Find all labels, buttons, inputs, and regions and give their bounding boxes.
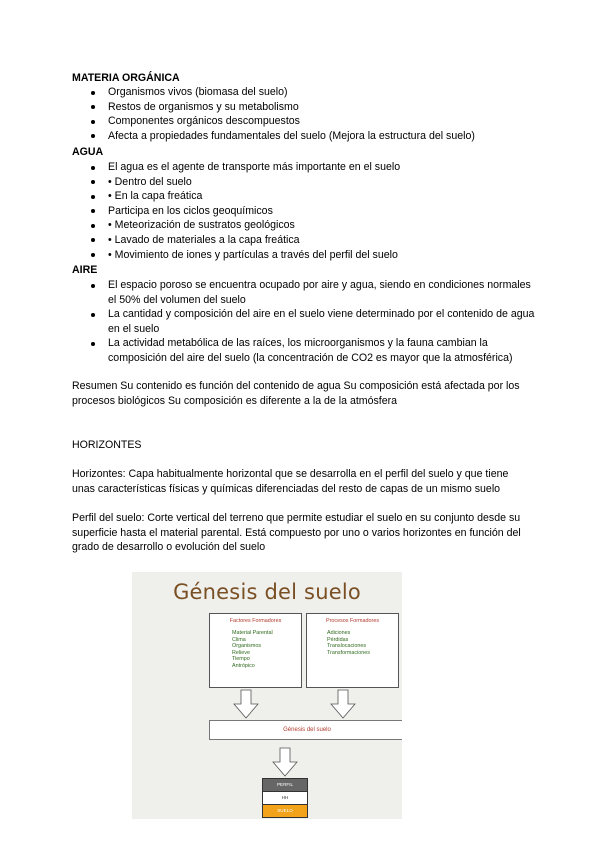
- list-item: Adiciones: [327, 630, 351, 636]
- list-item: • Meteorización de sustratos geológicos: [72, 218, 542, 233]
- list-item: • Dentro del suelo: [72, 175, 542, 190]
- horizontes-definition: Horizontes: Capa habitualmente horizontal que se desarrolla en el perfil del suelo y que tiene unas características físicas y químicas diferenciadas del resto de capas de un mismo suelo: [72, 468, 509, 495]
- procesos-title: Procesos Formadores: [325, 618, 380, 624]
- list-item: La actividad metabólica de las raíces, los microorganismos y la fauna cambian la composición del aire del suelo (la concentración de CO2 es mayor que la atmosférica): [72, 336, 542, 365]
- aire-heading: AIRE: [72, 264, 98, 276]
- genesis-slide-image: [132, 572, 402, 819]
- resumen-paragraph: Resumen Su contenido es función del contenido de agua Su composición está afectada por los procesos biológicos Su composición es diferente a la de la atmósfera: [72, 380, 520, 407]
- layer-horizon: HH: [262, 792, 308, 804]
- list-item: Participa en los ciclos geoquímicos: [72, 204, 542, 219]
- materia-heading: MATERIA ORGÁNICA: [72, 72, 180, 84]
- list-item: • Movimiento de iones y partículas a través del perfil del suelo: [72, 248, 542, 263]
- list-item: Relieve: [232, 649, 250, 656]
- perfil-definition: Perfil del suelo: Corte vertical del terreno que permite estudiar el suelo en su conjunto desde su superficie hasta el material parental. Está compuesto por uno o varios horizontes en función del grado de desarrollo o evolución del suelo: [72, 512, 521, 554]
- list-item: Tiempo: [232, 656, 250, 663]
- list-item: Antrópico: [232, 662, 255, 669]
- list-item: Pérdidas: [327, 636, 349, 643]
- list-item: La cantidad y composición del aire en el suelo viene determinado por el contenido de agua en el suelo: [72, 307, 542, 336]
- list-item: El espacio poroso se encuentra ocupado por aire y agua, siendo en condiciones normales el 50% del volumen del suelo: [72, 278, 542, 307]
- arrow-down-icon: [234, 690, 258, 718]
- layer-suelo: SUELO: [262, 804, 308, 818]
- list-item: Clima: [232, 636, 246, 643]
- layer-perfil: PERFIL: [262, 778, 308, 792]
- soil-layer-stack: [262, 778, 308, 818]
- arrow-down-icon: [331, 690, 355, 718]
- list-item: Material Parental: [232, 630, 273, 636]
- list-item: Componentes orgánicos descompuestos: [72, 114, 542, 129]
- genesis-box: Génesis del suelo: [209, 720, 402, 740]
- list-item: Afecta a propiedades fundamentales del suelo (Mejora la estructura del suelo): [72, 129, 542, 144]
- arrow-down-icon: [273, 748, 297, 776]
- list-item: Transformaciones: [327, 649, 370, 656]
- list-item: Restos de organismos y su metabolismo: [72, 100, 542, 115]
- agua-heading: AGUA: [72, 146, 104, 158]
- list-item: Organismos vivos (biomasa del suelo): [72, 85, 542, 100]
- aire-list: [72, 278, 542, 366]
- agua-list: [72, 160, 542, 262]
- slide-title: Génesis del suelo: [173, 580, 361, 604]
- list-item: Organismos: [232, 643, 262, 650]
- list-item: • Lavado de materiales a la capa freática: [72, 233, 542, 248]
- horizontes-title: HORIZONTES: [72, 439, 142, 451]
- list-item: El agua es el agente de transporte más importante en el suelo: [72, 160, 542, 175]
- factores-title: Factores Formadores: [229, 618, 282, 624]
- list-item: • En la capa freática: [72, 189, 542, 204]
- materia-list: [72, 85, 542, 143]
- list-item: Translocaciones: [327, 643, 367, 650]
